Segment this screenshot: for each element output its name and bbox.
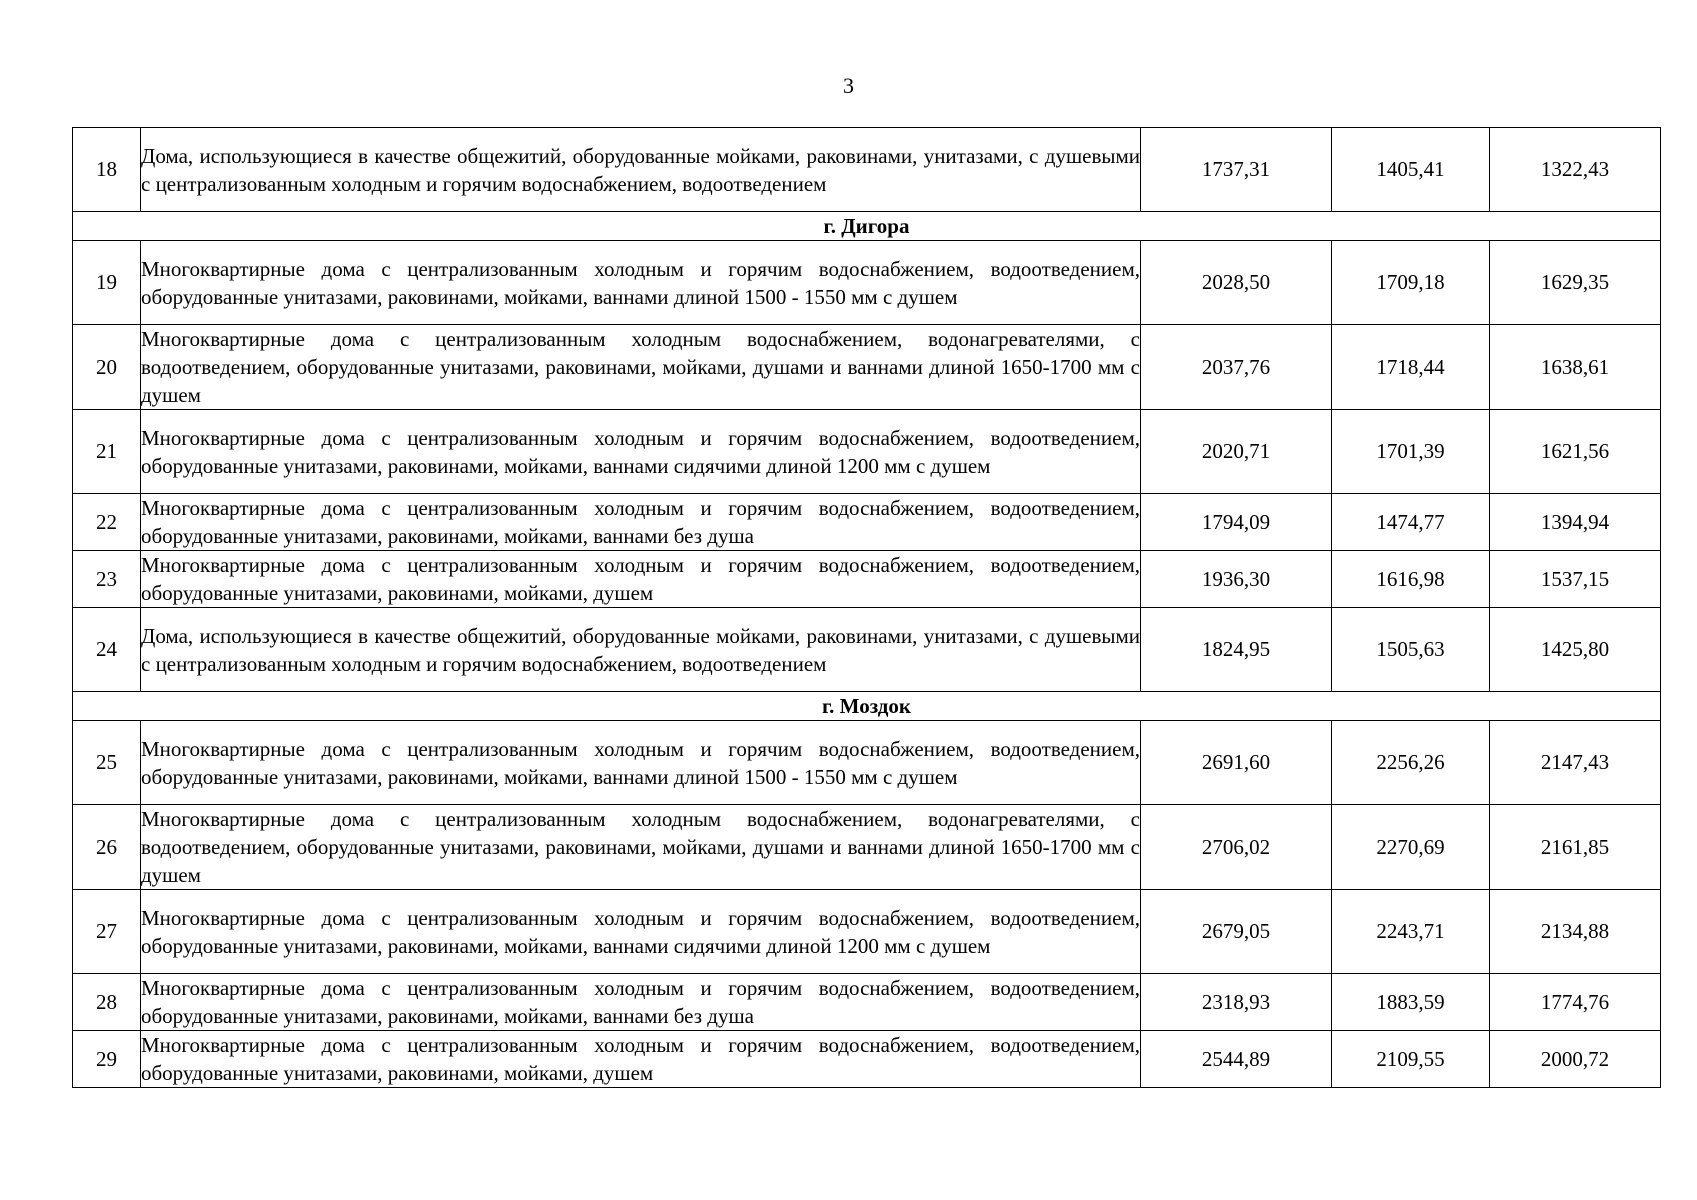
row-number: 23 (73, 551, 141, 608)
tariff-value-1: 2679,05 (1141, 890, 1332, 974)
row-number: 18 (73, 128, 141, 212)
tariff-value-1: 1737,31 (1141, 128, 1332, 212)
row-description: Многоквартирные дома с централизованным холодным и горячим водоснабжением, водоотведением, оборудованные унитазами, раковинами, мойками, ваннами сидячими длиной 1200 мм с душем (141, 890, 1141, 974)
tariff-value-3: 1638,61 (1490, 325, 1661, 410)
row-description: Многоквартирные дома с централизованным холодным и горячим водоснабжением, водоотведением, оборудованные унитазами, раковинами, мойками, ваннами сидячими длиной 1200 мм с душем (141, 410, 1141, 494)
section-title: г. Дигора (73, 212, 1661, 241)
table-row (73, 974, 1661, 1031)
row-number: 22 (73, 494, 141, 551)
section-row (73, 692, 1661, 721)
row-description: Многоквартирные дома с централизованным холодным водоснабжением, водонагревателями, с водоотведением, оборудованные унитазами, раковинами, мойками, душами и ваннами длиной 1650-1700 мм с душем (141, 805, 1141, 890)
section-row (73, 212, 1661, 241)
table-row (73, 494, 1661, 551)
row-description: Дома, использующиеся в качестве общежитий, оборудованные мойками, раковинами, унитазами, с душевыми с централизованным холодным и горячим водоснабжением, водоотведением (141, 128, 1141, 212)
table-row (73, 890, 1661, 974)
tariff-value-2: 1701,39 (1332, 410, 1490, 494)
tariff-value-2: 2256,26 (1332, 721, 1490, 805)
table-row (73, 128, 1661, 212)
table-row (73, 551, 1661, 608)
tariff-value-2: 2270,69 (1332, 805, 1490, 890)
tariff-value-2: 1709,18 (1332, 241, 1490, 325)
tariff-value-1: 2020,71 (1141, 410, 1332, 494)
tariff-table-body (73, 128, 1661, 1088)
tariff-value-2: 1616,98 (1332, 551, 1490, 608)
tariff-value-3: 1537,15 (1490, 551, 1661, 608)
row-number: 29 (73, 1031, 141, 1088)
tariff-value-1: 1936,30 (1141, 551, 1332, 608)
row-number: 25 (73, 721, 141, 805)
tariff-value-2: 1883,59 (1332, 974, 1490, 1031)
tariff-value-2: 1718,44 (1332, 325, 1490, 410)
tariff-value-1: 2037,76 (1141, 325, 1332, 410)
row-description: Многоквартирные дома с централизованным холодным и горячим водоснабжением, водоотведением, оборудованные унитазами, раковинами, мойками, душем (141, 551, 1141, 608)
tariff-value-1: 2691,60 (1141, 721, 1332, 805)
row-number: 19 (73, 241, 141, 325)
tariff-value-3: 1322,43 (1490, 128, 1661, 212)
tariff-value-3: 1621,56 (1490, 410, 1661, 494)
tariff-table (72, 127, 1661, 1088)
table-row (73, 241, 1661, 325)
row-number: 28 (73, 974, 141, 1031)
tariff-value-3: 2147,43 (1490, 721, 1661, 805)
tariff-value-3: 1774,76 (1490, 974, 1661, 1031)
table-row (73, 325, 1661, 410)
row-number: 20 (73, 325, 141, 410)
tariff-value-3: 1425,80 (1490, 608, 1661, 692)
row-description: Многоквартирные дома с централизованным холодным и горячим водоснабжением, водоотведением, оборудованные унитазами, раковинами, мойками, ваннами длиной 1500 - 1550 мм с душем (141, 241, 1141, 325)
row-number: 21 (73, 410, 141, 494)
tariff-value-3: 1394,94 (1490, 494, 1661, 551)
tariff-value-1: 2028,50 (1141, 241, 1332, 325)
tariff-value-1: 2318,93 (1141, 974, 1332, 1031)
page-number: 3 (843, 73, 854, 98)
row-description: Многоквартирные дома с централизованным холодным и горячим водоснабжением, водоотведением, оборудованные унитазами, раковинами, мойками, ваннами длиной 1500 - 1550 мм с душем (141, 721, 1141, 805)
table-row (73, 721, 1661, 805)
section-title: г. Моздок (73, 692, 1661, 721)
table-row (73, 1031, 1661, 1088)
row-number: 24 (73, 608, 141, 692)
table-row (73, 608, 1661, 692)
table-row (73, 410, 1661, 494)
tariff-value-3: 2000,72 (1490, 1031, 1661, 1088)
table-row (73, 805, 1661, 890)
tariff-value-2: 1505,63 (1332, 608, 1490, 692)
row-number: 26 (73, 805, 141, 890)
row-description: Многоквартирные дома с централизованным холодным и горячим водоснабжением, водоотведением, оборудованные унитазами, раковинами, мойками, ваннами без душа (141, 494, 1141, 551)
row-description: Многоквартирные дома с централизованным холодным и горячим водоснабжением, водоотведением, оборудованные унитазами, раковинами, мойками, душем (141, 1031, 1141, 1088)
row-description: Многоквартирные дома с централизованным холодным водоснабжением, водонагревателями, с водоотведением, оборудованные унитазами, раковинами, мойками, душами и ваннами длиной 1650-1700 мм с душем (141, 325, 1141, 410)
tariff-value-2: 2109,55 (1332, 1031, 1490, 1088)
tariff-value-3: 2161,85 (1490, 805, 1661, 890)
tariff-value-2: 2243,71 (1332, 890, 1490, 974)
row-description: Многоквартирные дома с централизованным холодным и горячим водоснабжением, водоотведением, оборудованные унитазами, раковинами, мойками, ваннами без душа (141, 974, 1141, 1031)
tariff-value-2: 1405,41 (1332, 128, 1490, 212)
row-description: Дома, использующиеся в качестве общежитий, оборудованные мойками, раковинами, унитазами, с душевыми с централизованным холодным и горячим водоснабжением, водоотведением (141, 608, 1141, 692)
tariff-value-3: 1629,35 (1490, 241, 1661, 325)
tariff-value-2: 1474,77 (1332, 494, 1490, 551)
tariff-value-3: 2134,88 (1490, 890, 1661, 974)
tariff-value-1: 1794,09 (1141, 494, 1332, 551)
tariff-value-1: 2706,02 (1141, 805, 1332, 890)
tariff-value-1: 2544,89 (1141, 1031, 1332, 1088)
row-number: 27 (73, 890, 141, 974)
tariff-value-1: 1824,95 (1141, 608, 1332, 692)
